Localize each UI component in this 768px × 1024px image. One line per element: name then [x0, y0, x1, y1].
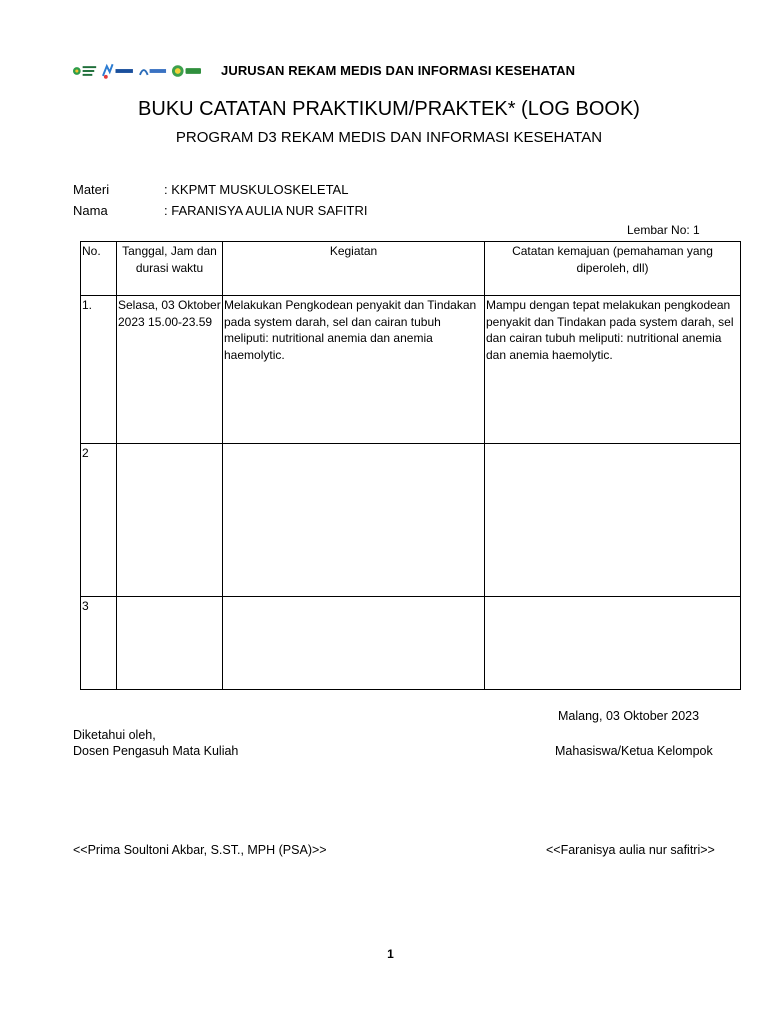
lecturer-name: <<Prima Soultoni Akbar, S.ST., MPH (PSA)>> — [73, 843, 327, 857]
materi-value: : KKPMT MUSKULOSKELETAL — [164, 182, 349, 197]
poltekkes-logo-icon — [171, 62, 202, 80]
row-catatan — [485, 597, 741, 690]
row-tanggal: Selasa, 03 Oktober 2023 15.00-23.59 — [117, 296, 223, 444]
row-catatan — [485, 444, 741, 597]
header-no: No. — [81, 242, 117, 296]
page-number: 1 — [387, 947, 394, 961]
nama-value: : FARANISYA AULIA NUR SAFITRI — [164, 203, 368, 218]
table-row — [81, 597, 741, 690]
row-kegiatan: Melakukan Pengkodean penyakit dan Tindakan pada system darah, sel dan cairan tubuh meliputi: nutritional anemia dan anemia haemolytic. — [223, 296, 485, 444]
place-date: Malang, 03 Oktober 2023 — [558, 709, 700, 723]
kemenkes-logo-icon — [72, 62, 97, 80]
materi-label: Materi — [73, 182, 110, 197]
document-title: BUKU CATATAN PRAKTIKUM/PRAKTEK* (LOG BOOK) — [138, 98, 640, 120]
header-kegiatan: Kegiatan — [223, 242, 485, 296]
acknowledged-by: Diketahui oleh, — [73, 728, 156, 742]
row-no: 2 — [81, 444, 117, 597]
header-tanggal: Tanggal, Jam dan durasi waktu — [117, 242, 223, 296]
row-catatan: Mampu dengan tepat melakukan pengkodean penyakit dan Tindakan pada system darah, sel dan cairan tubuh meliputi: nutritional anemia dan anemia haemolytic. — [485, 296, 741, 444]
nama-label: Nama — [73, 203, 108, 218]
row-kegiatan — [223, 597, 485, 690]
sheet-number: Lembar No: 1 — [627, 223, 700, 237]
germas-logo-icon — [101, 62, 134, 80]
row-tanggal — [117, 444, 223, 597]
header-catatan: Catatan kemajuan (pemahaman yang diperoleh, dll) — [485, 242, 741, 296]
department-name: JURUSAN REKAM MEDIS DAN INFORMASI KESEHATAN — [221, 63, 576, 78]
program-subtitle: PROGRAM D3 REKAM MEDIS DAN INFORMASI KESEHATAN — [175, 129, 603, 146]
table-row — [81, 444, 741, 597]
row-no: 3 — [81, 597, 117, 690]
row-kegiatan — [223, 444, 485, 597]
student-role: Mahasiswa/Ketua Kelompok — [555, 744, 713, 758]
table-header-row — [81, 242, 741, 296]
header-logos — [72, 61, 202, 81]
log-table — [80, 241, 741, 690]
student-name: <<Faranisya aulia nur safitri>> — [546, 843, 715, 857]
row-no: 1. — [81, 296, 117, 444]
row-tanggal — [117, 597, 223, 690]
table-row — [81, 296, 741, 444]
lecturer-role: Dosen Pengasuh Mata Kuliah — [73, 744, 239, 758]
blu-logo-icon — [138, 62, 167, 80]
